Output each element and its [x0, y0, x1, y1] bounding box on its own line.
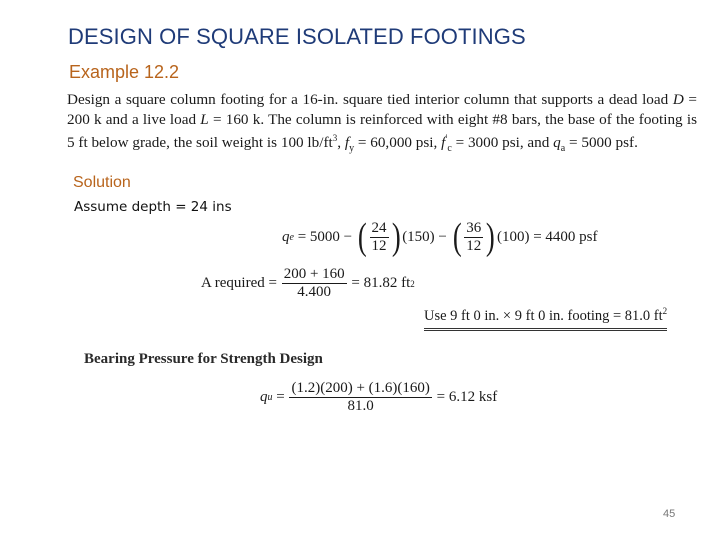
qa-subscript: a — [560, 143, 566, 155]
eq-text: = — [272, 389, 289, 405]
problem-text: = 5000 psf. — [565, 134, 638, 152]
fy-subscript: y — [349, 143, 355, 155]
fraction — [289, 380, 431, 415]
eq-text: = 81.82 ft — [347, 275, 411, 291]
problem-text: = 160 k. The column is reinforced with eight #8 bars, the base of — [208, 110, 612, 128]
eq-text: (150) − — [402, 228, 451, 245]
fraction — [282, 266, 347, 301]
qe-subscript: e — [289, 231, 294, 243]
problem-line-1: Design a square column footing for a 16-in. square tied interior column that supports a dead load — [67, 91, 669, 108]
right-paren: ) — [486, 216, 496, 258]
numerator: 36 — [466, 219, 482, 236]
fc-subscript: c — [447, 143, 452, 155]
exponent: 2 — [410, 278, 415, 289]
denominator: 81.0 — [347, 398, 374, 414]
prime-mark: ′ — [445, 133, 448, 143]
slide-title: DESIGN OF SQUARE ISOLATED FOOTINGS — [68, 24, 526, 49]
ultimate-pressure-equation — [260, 380, 497, 415]
problem-text: = 200 k and a live load — [67, 91, 697, 128]
denominator: 12 — [371, 237, 387, 254]
exponent: 3 — [332, 133, 338, 143]
live-load-symbol: L — [200, 110, 209, 128]
required-area-equation — [201, 266, 415, 301]
left-paren: ( — [452, 216, 462, 258]
footing-size-result — [424, 306, 667, 331]
qu-symbol: q — [260, 389, 268, 405]
effective-pressure-equation — [282, 218, 598, 256]
eq-text: = 6.12 ksf — [432, 389, 498, 405]
problem-text: = 3000 psi, and — [451, 134, 550, 152]
qu-subscript: u — [267, 392, 273, 403]
denominator: 4.400 — [297, 284, 332, 300]
eq-text: = 5000 − — [293, 228, 356, 245]
assumption-text: Assume depth = 24 ins — [74, 199, 232, 215]
page-number: 45 — [663, 508, 676, 520]
dead-load-symbol: D — [672, 91, 684, 108]
problem-statement — [67, 90, 697, 159]
numerator: 24 — [371, 219, 387, 236]
numerator: 200 + 160 — [283, 266, 345, 282]
fc-symbol: f — [441, 134, 446, 152]
left-paren: ( — [357, 216, 367, 258]
qe-symbol: q — [282, 228, 290, 245]
fy-symbol: f — [344, 134, 350, 152]
problem-text: the footing is 5 ft below grade, the soil weight is 100 lb/ft — [67, 110, 697, 152]
bearing-pressure-heading: Bearing Pressure for Strength Design — [84, 351, 323, 367]
eq-text: A required = — [201, 275, 281, 291]
exponent: 2 — [662, 306, 668, 316]
example-label: Example 12.2 — [69, 62, 180, 82]
problem-text: , — [337, 134, 345, 152]
numerator: (1.2)(200) + (1.6)(160) — [291, 380, 430, 396]
result-text: Use 9 ft 0 in. × 9 ft 0 in. footing = 81.0 ft — [424, 307, 663, 324]
eq-text: (100) = 4400 psf — [496, 228, 598, 245]
denominator: 12 — [466, 237, 482, 254]
right-paren: ) — [391, 216, 401, 258]
fraction — [464, 220, 483, 255]
problem-text: = 60,000 psi, — [354, 134, 442, 152]
solution-label: Solution — [73, 174, 131, 191]
qa-symbol: q — [553, 134, 561, 152]
fraction — [370, 220, 389, 255]
